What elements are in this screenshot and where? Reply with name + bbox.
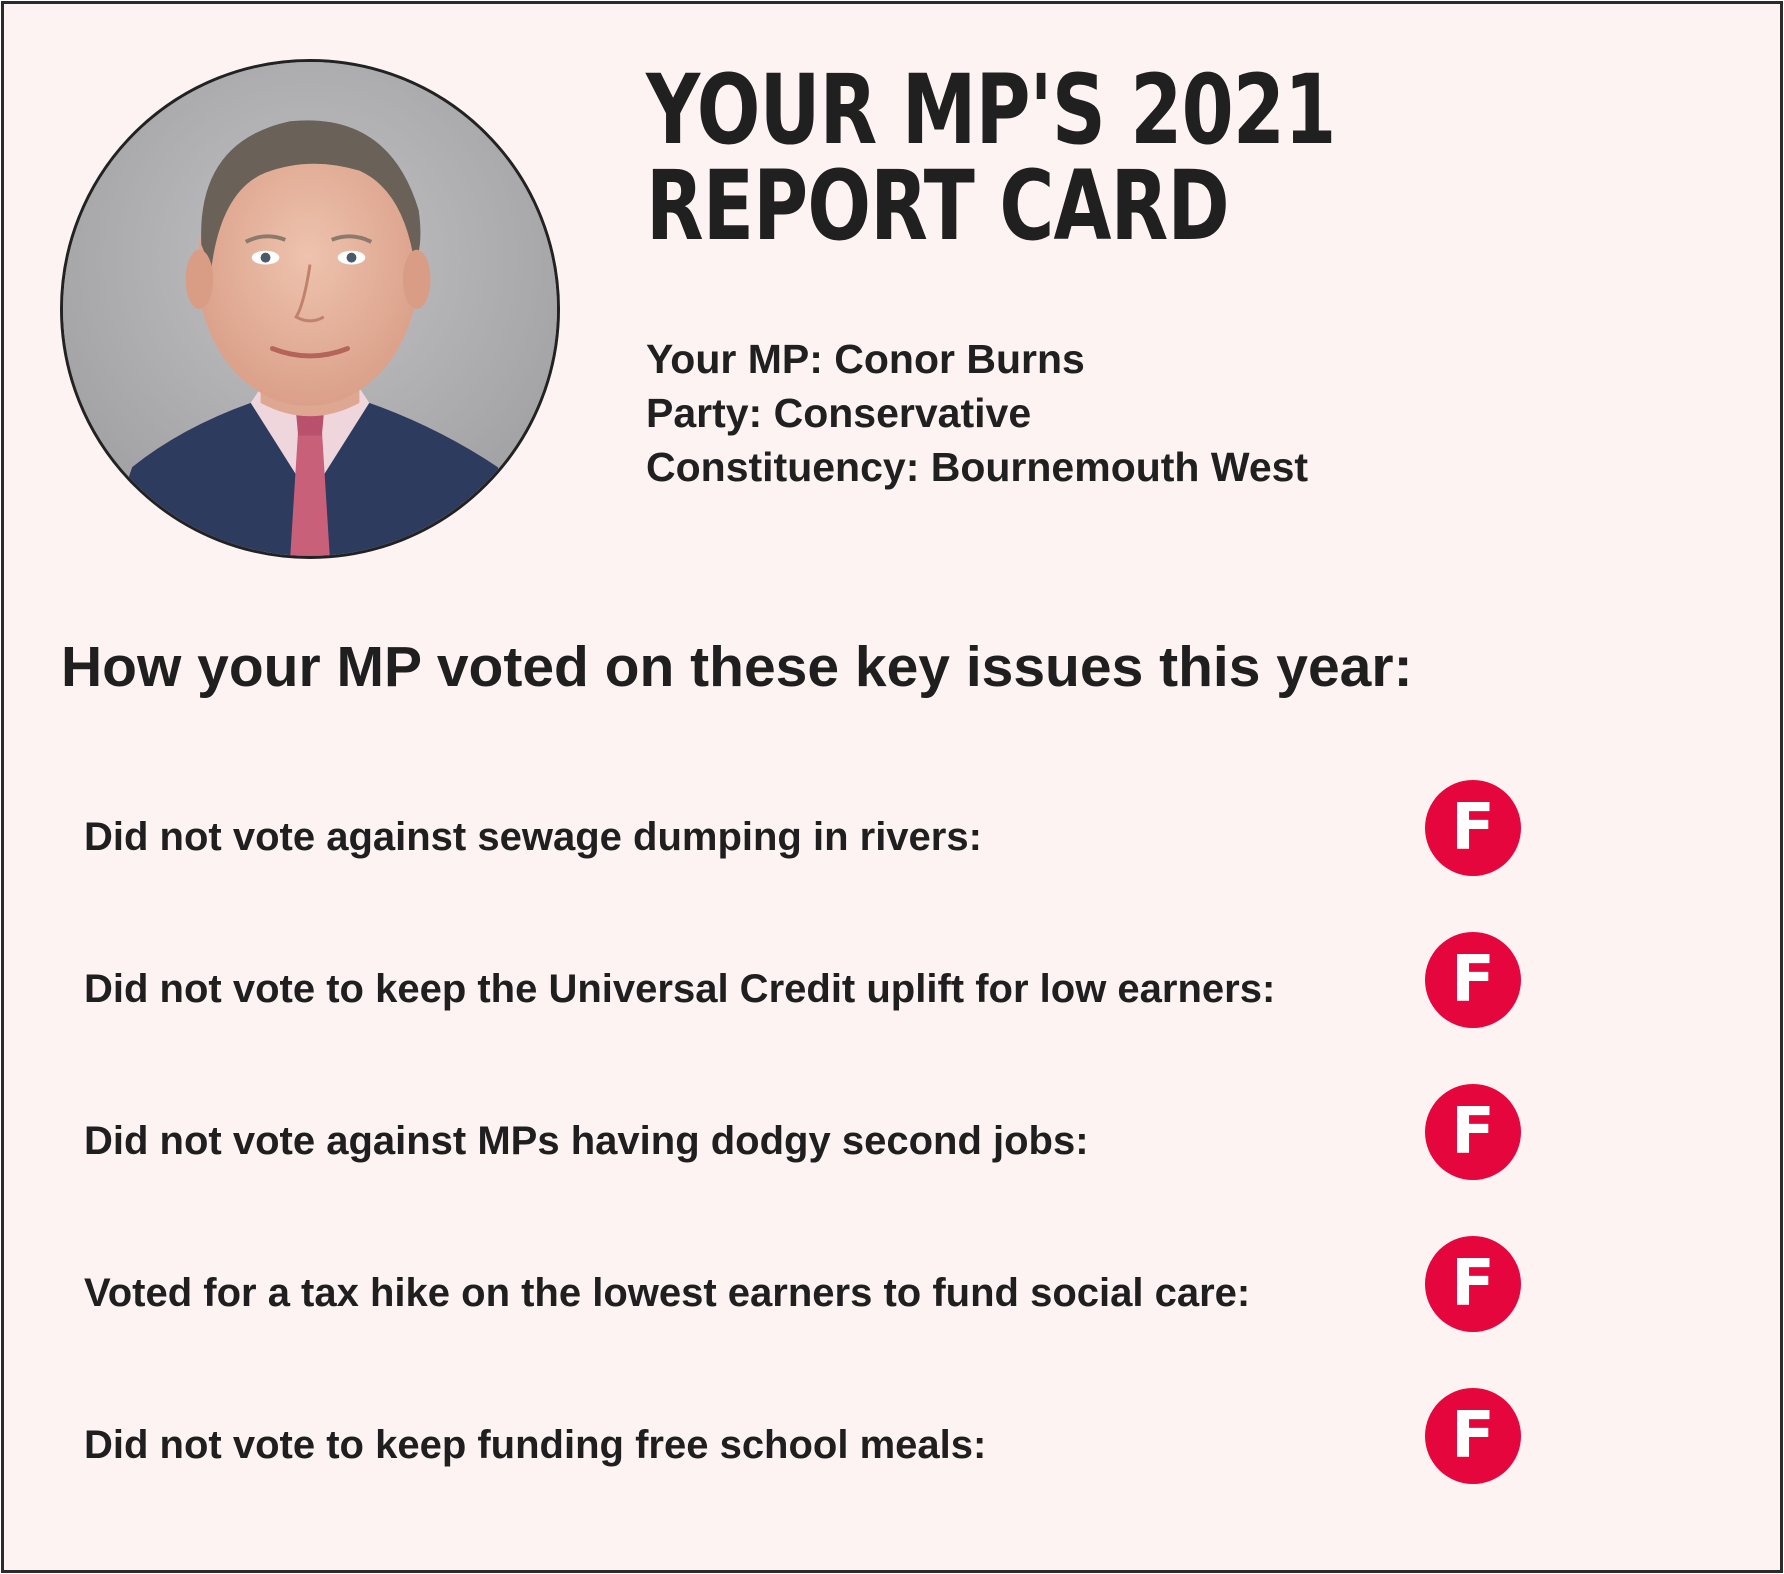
- issue-row: [82, 780, 1532, 932]
- issue-row: [82, 1236, 1532, 1388]
- votes-heading: How your MP voted on these key issues this year:: [61, 635, 1413, 699]
- mp-party: Party: Conservative: [646, 390, 1032, 436]
- issue-label: Did not vote against MPs having dodgy second jobs:: [84, 1119, 1089, 1163]
- grade-badge: F: [1425, 1236, 1521, 1332]
- mp-details: [646, 332, 1308, 494]
- issue-label: Did not vote to keep funding free school meals:: [84, 1423, 987, 1467]
- report-card: [1, 1, 1783, 1573]
- grade-badge: F: [1425, 932, 1521, 1028]
- issue-row: [82, 1388, 1532, 1540]
- grade-badge: F: [1425, 1084, 1521, 1180]
- issue-row: [82, 1084, 1532, 1236]
- mp-name: Your MP: Conor Burns: [646, 336, 1085, 382]
- grade-badge: F: [1425, 780, 1521, 876]
- page-title: YOUR MP'S 2021 REPORT CARD: [646, 54, 1336, 262]
- mp-constituency: Constituency: Bournemouth West: [646, 444, 1309, 490]
- issue-row: [82, 932, 1532, 1084]
- mp-portrait-photo: [60, 59, 560, 559]
- issue-label: Voted for a tax hike on the lowest earners to fund social care:: [84, 1271, 1251, 1315]
- issues-list: [82, 780, 1532, 1540]
- issue-label: Did not vote against sewage dumping in rivers:: [84, 815, 982, 859]
- issue-label: Did not vote to keep the Universal Credit uplift for low earners:: [84, 967, 1276, 1011]
- grade-badge: F: [1425, 1388, 1521, 1484]
